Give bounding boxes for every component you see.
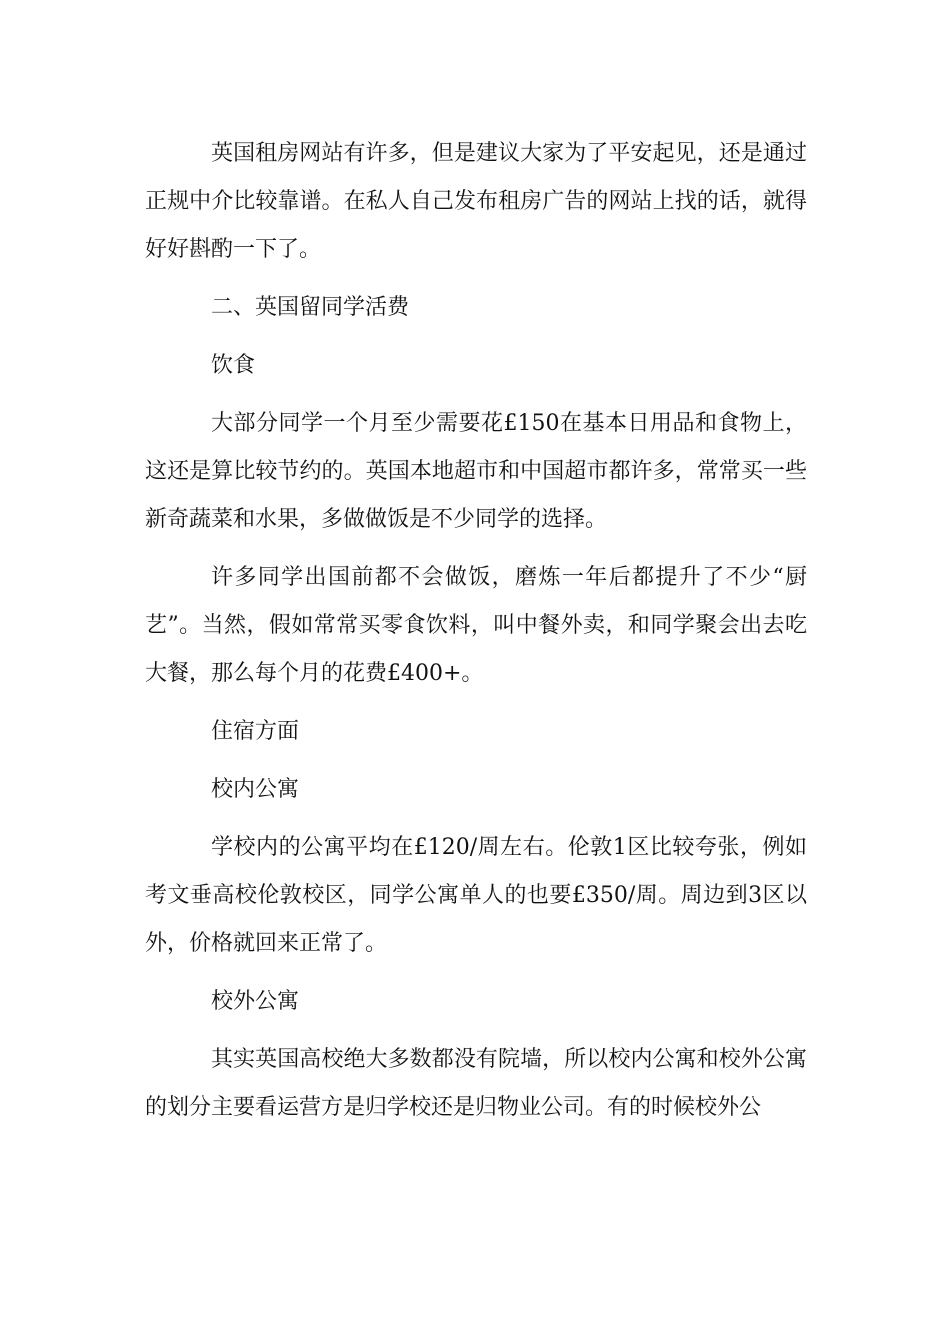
subheading-on-campus: 校内公寓 [211, 777, 300, 802]
paragraph-rental-websites: 英国租房网站有许多，但是建议大家为了平安起见，还是通过正规中介比较靠谱。在私人自己发布租房广告的网站上找的话，就得好好斟酌一下了。 [145, 141, 807, 262]
section-heading-living-costs: 二、英国留同学活费 [211, 295, 410, 320]
subheading-accommodation: 住宿方面 [211, 719, 300, 744]
subheading-off-campus: 校外公寓 [211, 989, 300, 1014]
paragraph-off-campus: 其实英国高校绝大多数都没有院墙，所以校内公寓和校外公寓的划分主要看运营方是归学校还是归物业公司。有的时候校外公 [145, 1047, 807, 1120]
paragraph-cooking: 许多同学出国前都不会做饭，磨炼一年后都提升了不少“厨艺”。当然，假如常常买零食饮料，叫中餐外卖，和同学聚会出去吃大餐，那么每个月的花费£400+。 [145, 565, 807, 686]
paragraph-on-campus-cost: 学校内的公寓平均在£120/周左右。伦敦1区比较夸张，例如考文垂高校伦敦校区，同学公寓单人的也要£350/周。周边到3区以外，价格就回来正常了。 [145, 835, 807, 956]
paragraph-food-cost: 大部分同学一个月至少需要花£150在基本日用品和食物上，这还是算比较节约的。英国本地超市和中国超市都许多，常常买一些新奇蔬菜和水果，多做做饭是不少同学的选择。 [145, 411, 807, 532]
document-body [145, 130, 807, 1142]
subheading-food: 饮食 [211, 353, 256, 378]
